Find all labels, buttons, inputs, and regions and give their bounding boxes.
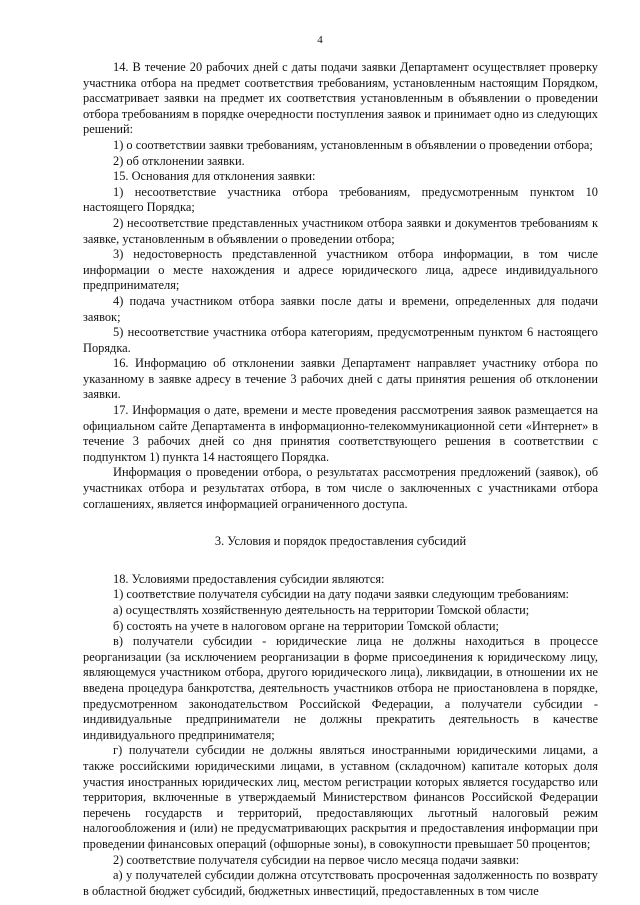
paragraph-18-item-1a: а) осуществлять хозяйственную деятельность на территории Томской области; bbox=[113, 603, 530, 617]
paragraph-18: 18. Условиями предоставления субсидии являются: bbox=[113, 571, 385, 586]
paragraph-16: 16. Информацию об отклонении заявки Департамент направляет участнику отбора по указанному в заявке адресу в течение 3 рабочих дней с даты принятия решения об отклонении заявки. bbox=[83, 356, 598, 402]
page-number: 4 bbox=[317, 34, 323, 46]
paragraph-18-item-1v: в) получатели субсидии - юридические лица не должны находиться в процессе реорганизации (за исключением реорганизации в форме присоединения к юридическому лицу, являющемуся участником отбора, другого юридического лица), ликвидации, в отношении их не введена процедура банкротства, деятельность участников отбора не приостановлена в порядке, предусмотренном законодательством Российской Федерации, а получатели субсидии - индивидуальные предприниматели не должны прекратить деятельность в качестве индивидуального предпринимателя; bbox=[83, 634, 598, 742]
document-body bbox=[83, 60, 598, 899]
paragraph-14-item-1: 1) о соответствии заявки требованиям, установленным в объявлении о проведении отбора; bbox=[113, 137, 593, 152]
paragraph-15-item-2: 2) несоответствие представленных участником отбора заявки и документов требованиям к заявке, установленным в объявлении о проведении отбора; bbox=[83, 215, 598, 246]
paragraph-18-item-2a: а) у получателей субсидии должна отсутствовать просроченная задолженность по возврату в областной бюджет субсидий, бюджетных инвестиций, предоставленных в том числе bbox=[83, 868, 598, 898]
paragraph-15-item-4: 4) подача участником отбора заявки после даты и времени, определенных для подачи заявок; bbox=[83, 293, 598, 324]
paragraph-14-item-2: 2) об отклонении заявки. bbox=[113, 153, 245, 168]
paragraph-15: 15. Основания для отклонения заявки: bbox=[113, 169, 316, 184]
paragraph-18-item-1g: г) получатели субсидии не должны являться иностранными юридическими лицами, а также российскими юридическими лицами, в уставном (складочном) капитале которых доля участия иностранных юридических лиц, местом регистрации которых является государство или территория, включенные в утверждаемый Министерством финансов Российской Федерации перечень государств и территорий, предоставляющих льготный налоговый режим налогообложения и (или) не предусматривающих раскрытия и предоставления информации при проведении финансовых операций (офшорные зоны), в совокупности превышает 50 процентов; bbox=[83, 743, 598, 851]
paragraph-15-item-5: 5) несоответствие участника отбора категориям, предусмотренным пунктом 6 настоящего Порядка. bbox=[83, 325, 598, 355]
section-heading: 3. Условия и порядок предоставления субсидий bbox=[214, 534, 467, 549]
paragraph-18-item-2: 2) соответствие получателя субсидии на первое число месяца подачи заявки: bbox=[113, 852, 520, 867]
paragraph-17: 17. Информация о дате, времени и месте проведения рассмотрения заявок размещается на официальном сайте Департамента в информационно-телекоммуникационной сети «Интернет» в течение 3 рабочих дней со дня принятия соответствующего решения в соответствии с подпунктом 1) пункта 14 настоящего Порядка. bbox=[83, 403, 598, 464]
paragraph-18-item-1b: б) состоять на учете в налоговом органе на территории Томской области; bbox=[113, 618, 499, 633]
paragraph-17-note: Информация о проведении отбора, о результатах рассмотрения предложений (заявок), об участниках отбора и результатах отбора, в том числе о заключенных с участниками отбора соглашениях, является информацией ограниченного доступа. bbox=[83, 465, 598, 511]
paragraph-15-item-1: 1) несоответствие участника отбора требованиям, предусмотренным пунктом 10 настоящего Порядка; bbox=[83, 184, 598, 215]
paragraph-14: 14. В течение 20 рабочих дней с даты подачи заявки Департамент осуществляет проверку участника отбора на предмет соответствия требованиям, установленным настоящим Порядком, рассматривает заявки на предмет их соответствия установленным в объявлении о проведении отбора требованиям в порядке очередности поступления заявок и принимает одно из следующих решений: bbox=[83, 60, 598, 137]
paragraph-15-item-3: 3) недостоверность представленной участником отбора информации, в том числе информации о месте нахождения и адресе юридического лица, адресе индивидуального предпринимателя; bbox=[83, 247, 598, 293]
paragraph-18-item-1: 1) соответствие получателя субсидии на дату подачи заявки следующим требованиям: bbox=[113, 587, 569, 602]
